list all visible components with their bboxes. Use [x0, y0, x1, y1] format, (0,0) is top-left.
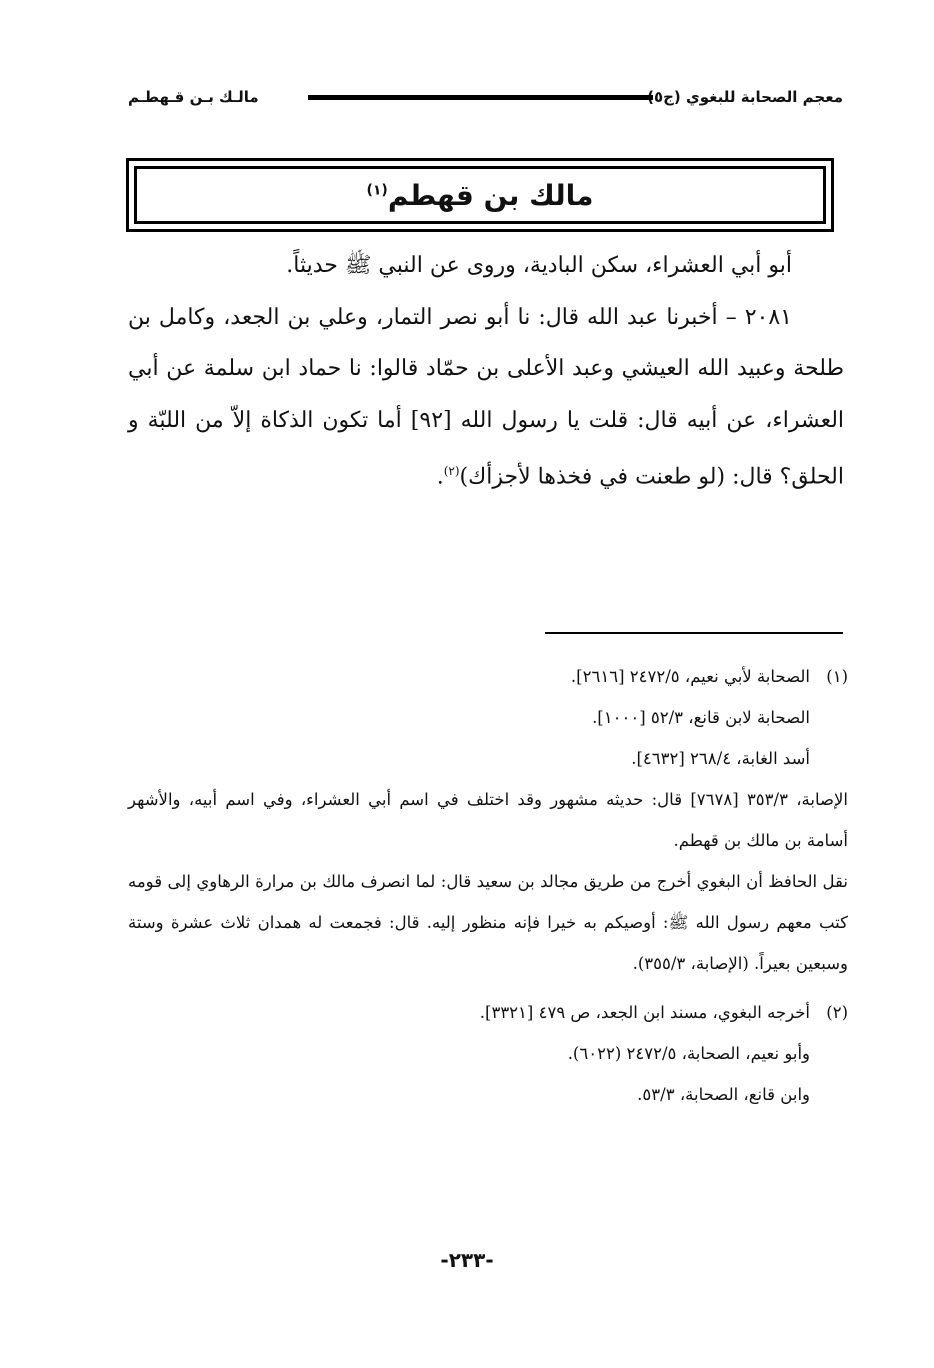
- footnote-line: [128, 656, 848, 697]
- hadith-end-punctuation: .: [436, 464, 444, 490]
- entry-title-inner-frame: [134, 166, 826, 224]
- footnote-line: [128, 992, 848, 1033]
- footnote-text: أخرجه البغوي، مسند ابن الجعد، ص ٤٧٩ [٣٣٢١].: [479, 1003, 810, 1022]
- running-header-book-title: معجم الصحابة للبغوي (ج٥: [653, 88, 843, 106]
- footnote-separator: [545, 632, 843, 634]
- page-number: -٢٣٣-: [440, 1248, 494, 1272]
- entry-title-text: مالك بن قهطم: [387, 178, 594, 212]
- running-header-chapter: مالـك بـن قـهطـم: [128, 88, 259, 106]
- hadith-paragraph: [128, 292, 844, 503]
- footnote-line: الإصابة، ٣٥٣/٣ [٧٦٧٨] قال: حديثه مشهور وقد اختلف في اسم أبي العشراء، وفي اسم أبيه، والأشهر أسامة بن مالك بن قهطم.: [128, 790, 849, 850]
- footnote-line: وابن قانع، الصحابة، ٥٣/٣.: [637, 1085, 810, 1104]
- running-header: [128, 82, 843, 118]
- footnote-number: (١): [826, 667, 848, 686]
- hadith-footnote-mark: (٢): [443, 464, 460, 478]
- footnote-line: الصحابة لابن قانع، ٥٢/٣ [١٠٠٠].: [592, 708, 810, 727]
- footnote-1: [128, 656, 848, 984]
- running-header-rule: [308, 95, 653, 100]
- entry-title: [366, 179, 593, 212]
- entry-body: [128, 240, 844, 503]
- footnote-line: وأبو نعيم، الصحابة، ٢٤٧٢/٥ (٦٠٢٢).: [567, 1044, 810, 1063]
- footnote-line: نقل الحافظ أن البغوي أخرج من طريق مجالد بن سعيد قال: لما انصرف مالك بن مرارة الرهاوي إلى قومه كتب معهم رسول الله ﷺ: أوصيكم به خيرا فإنه منظور إليه. قال: فجمعت له همدان ثلاث عشرة وستة وسبعين بعيراً. (الإصابة، ٣٥٥/٣).: [128, 872, 848, 973]
- entry-title-frame: [126, 158, 834, 232]
- footnotes: [128, 656, 848, 1123]
- footnote-text: الصحابة لأبي نعيم، ٢٤٧٢/٥ [٢٦١٦].: [570, 667, 810, 686]
- footnote-2: [128, 992, 848, 1115]
- title-footnote-mark: (١): [366, 182, 388, 199]
- biography-paragraph: أبو أبي العشراء، سكن البادية، وروى عن النبي ﷺ حديثاً.: [286, 253, 792, 278]
- footnote-number: (٢): [826, 1003, 848, 1022]
- hadith-text: ٢٠٨١ – أخبرنا عبد الله قال: نا أبو نصر التمار، وعلي بن الجعد، وكامل بن طلحة وعبيد الله العيشي وعبد الأعلى بن حمّاد قالوا: نا حماد ابن سلمة عن أبي العشراء، عن أبيه قال: قلت يا رسول الله [٩٢] أما تكون الذكاة إلاّ من اللبّة و الحلق؟ قال: (لو طعنت في فخذها لأجزأك): [128, 304, 845, 490]
- footnote-line: أسد الغابة، ٢٦٨/٤ [٤٦٣٢].: [631, 749, 810, 768]
